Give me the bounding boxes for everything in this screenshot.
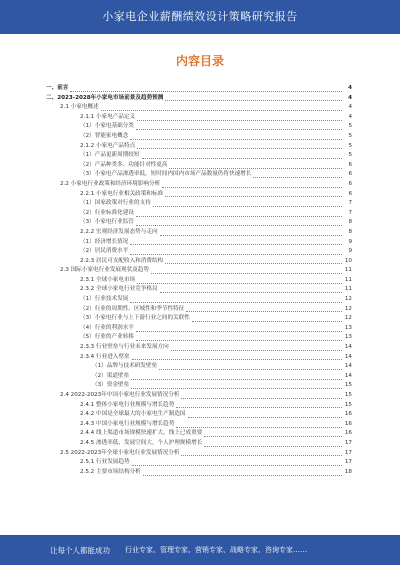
toc-entry-title: （2）居民消费水平 bbox=[80, 248, 129, 255]
toc-entry[interactable] bbox=[40, 391, 352, 401]
toc-entry[interactable] bbox=[40, 190, 352, 200]
toc-entry-title: 二、2023-2028年小家电市场前景及趋势预测 bbox=[46, 94, 164, 101]
toc-entry-title: 2.2.2 宏观经济发展态势与走向 bbox=[80, 228, 158, 235]
toc-leader-dots bbox=[253, 172, 342, 178]
toc-entry[interactable] bbox=[40, 305, 352, 315]
toc-entry[interactable] bbox=[40, 247, 352, 257]
toc-entry[interactable] bbox=[40, 429, 352, 439]
toc-page-number: 7 bbox=[348, 209, 352, 216]
toc-leader-dots bbox=[136, 335, 342, 341]
toc-leader-dots bbox=[160, 287, 342, 293]
toc-entry-title: 一、前言 bbox=[46, 85, 69, 91]
toc-page-number: 18 bbox=[344, 468, 352, 475]
toc-entry-title: 2.4.1 整体小家电行业规模与增长趋势 bbox=[80, 401, 175, 408]
toc-entry[interactable] bbox=[40, 161, 352, 171]
toc-leader-dots bbox=[137, 115, 342, 121]
toc-page-number: 11 bbox=[344, 276, 352, 283]
toc-page-number: 4 bbox=[348, 113, 352, 120]
toc-entry-title: （3）小家电行业与上下游行业之间的关联性 bbox=[80, 315, 190, 322]
toc-entry-title: （3）资金壁垒 bbox=[92, 382, 130, 389]
toc-page-number: 6 bbox=[348, 161, 352, 168]
toc-leader-dots bbox=[165, 258, 342, 264]
toc-entry-title: （2）智能家电概念 bbox=[80, 132, 129, 139]
toc-leader-dots bbox=[130, 297, 342, 303]
toc-page-number: 13 bbox=[344, 324, 352, 331]
toc-heading: 内容目录 bbox=[175, 54, 224, 68]
toc-page-number: 6 bbox=[348, 190, 352, 197]
toc-leader-dots bbox=[131, 374, 342, 380]
toc-entry[interactable] bbox=[40, 401, 352, 411]
toc-leader-dots bbox=[101, 105, 342, 111]
toc-entry-title: 2.3.2 全球小家电行业竞争格局 bbox=[80, 286, 158, 293]
toc-page-number: 12 bbox=[344, 315, 352, 322]
toc-page-number: 8 bbox=[348, 219, 352, 226]
toc-leader-dots bbox=[160, 230, 342, 236]
toc-page-number: 5 bbox=[348, 152, 352, 159]
toc-page-number: 4 bbox=[348, 94, 352, 101]
toc-entry-title: 2.4.4 线上渠道市场规模快速扩大，线上已成重要 bbox=[80, 430, 203, 437]
toc-page-number: 11 bbox=[344, 267, 352, 274]
toc-page-number: 8 bbox=[348, 228, 352, 235]
toc-leader-dots bbox=[130, 134, 342, 140]
toc-entry[interactable] bbox=[40, 276, 352, 286]
toc-entry[interactable] bbox=[40, 122, 352, 132]
toc-entry[interactable] bbox=[40, 266, 352, 276]
toc-leader-dots bbox=[186, 306, 342, 312]
toc-page-number: 5 bbox=[348, 142, 352, 149]
toc-entry[interactable] bbox=[40, 458, 352, 468]
toc-entry[interactable] bbox=[40, 353, 352, 363]
toc-page-number: 15 bbox=[344, 382, 352, 389]
toc-entry-title: （1）品牌与技术研发壁垒 bbox=[92, 363, 158, 370]
toc-entry[interactable] bbox=[40, 142, 352, 152]
toc-entry[interactable] bbox=[40, 372, 352, 382]
toc-entry-title: 2.1.2 小家电产品特点 bbox=[80, 142, 136, 149]
toc-entry[interactable] bbox=[40, 228, 352, 238]
toc-page-number: 17 bbox=[344, 459, 352, 466]
toc-leader-dots bbox=[188, 412, 342, 418]
toc-page-number: 11 bbox=[344, 286, 352, 293]
toc-page-number: 15 bbox=[344, 392, 352, 398]
toc-entry-title: 2.2.1 小家电行业相关政策和标准 bbox=[80, 190, 164, 197]
toc-leader-dots bbox=[181, 393, 342, 399]
toc-page-number: 14 bbox=[344, 372, 352, 379]
toc-entry[interactable] bbox=[40, 94, 352, 104]
toc-entry[interactable] bbox=[40, 218, 352, 228]
toc-entry-title: 2.4.2 中国是全球最大的小家电生产制造国 bbox=[80, 411, 186, 418]
toc-leader-dots bbox=[204, 431, 342, 437]
toc-entry[interactable] bbox=[40, 199, 352, 209]
toc-entry-title: （2）渠道壁垒 bbox=[92, 372, 130, 379]
toc-leader-dots bbox=[165, 95, 342, 101]
toc-page-number: 14 bbox=[344, 353, 352, 360]
toc-leader-dots bbox=[136, 211, 342, 217]
toc-leader-dots bbox=[162, 182, 342, 188]
toc-page-number: 17 bbox=[344, 449, 352, 456]
toc-entry[interactable] bbox=[40, 180, 352, 190]
toc-entry[interactable] bbox=[40, 84, 352, 94]
toc-entry-title: （3）小家电行业监管 bbox=[80, 219, 134, 226]
toc-entry-title: （2）产品种类多、功能针对性更高 bbox=[80, 161, 168, 168]
toc-page-number: 12 bbox=[344, 305, 352, 312]
toc-entry-title: 2.2.3 居民可支配收入和消费结构 bbox=[80, 257, 164, 264]
toc-leader-dots bbox=[165, 191, 342, 197]
toc-entry-title: 2.1 小家电概述 bbox=[60, 104, 99, 111]
toc-entry[interactable] bbox=[40, 324, 352, 334]
toc-leader-dots bbox=[137, 143, 342, 149]
footer-slogan: 让每个人都能成功 bbox=[50, 546, 110, 555]
toc-leader-dots bbox=[70, 86, 342, 92]
toc-entry[interactable] bbox=[40, 410, 352, 420]
toc-page-number: 5 bbox=[348, 123, 352, 130]
toc-entry[interactable] bbox=[40, 295, 352, 305]
toc-leader-dots bbox=[132, 354, 342, 360]
toc-page-number: 10 bbox=[344, 257, 352, 264]
toc-entry[interactable] bbox=[40, 257, 352, 267]
toc-entry[interactable] bbox=[40, 132, 352, 142]
report-title: 小家电企业薪酬绩效设计策略研究报告 bbox=[102, 10, 298, 23]
toc-leader-dots bbox=[142, 153, 343, 159]
toc-entry-title: 2.4.3 中国小家电行业规模与增长趋势 bbox=[80, 420, 175, 427]
toc-entry-title: 2.3.4 行业进入壁垒 bbox=[80, 353, 130, 360]
toc-entry[interactable] bbox=[40, 314, 352, 324]
toc-entry-title: 2.2 小家电行业政策和经济环境影响分析 bbox=[60, 180, 161, 187]
toc-leader-dots bbox=[176, 402, 342, 408]
toc-leader-dots bbox=[137, 278, 342, 284]
toc-page-number: 14 bbox=[344, 344, 352, 351]
toc-page-number: 6 bbox=[348, 180, 352, 187]
toc-entry-title: （4）行业的利润水平 bbox=[80, 324, 134, 331]
toc-entry-title: 2.1.1 小家电产品定义 bbox=[80, 113, 136, 120]
toc-page-number: 4 bbox=[348, 104, 352, 111]
toc-entry-title: 2.4 2022-2023年中国小家电行业发展情况分析 bbox=[60, 392, 180, 398]
toc-page-number: 13 bbox=[344, 334, 352, 341]
toc-entry-title: （1）产品更新周期较短 bbox=[80, 152, 140, 159]
toc-leader-dots bbox=[159, 364, 342, 370]
toc-entry-title: （1）行业技术发展 bbox=[80, 296, 129, 303]
toc-page-number: 16 bbox=[344, 411, 352, 418]
toc-page-number: 15 bbox=[344, 401, 352, 408]
toc-entry-title: 2.3.1 全球小家电市场 bbox=[80, 276, 136, 283]
toc-entry[interactable] bbox=[40, 449, 352, 459]
toc-entry-title: 2.4.5 渗透率低，发展空间大，个人护理规模增长 bbox=[80, 439, 203, 446]
toc-leader-dots bbox=[143, 470, 342, 476]
toc-entry[interactable] bbox=[40, 439, 352, 449]
toc-entry[interactable] bbox=[40, 285, 352, 295]
toc-entry-title: （2）行业标准化建设 bbox=[80, 209, 134, 216]
toc-entry-title: 2.5.1 行业发展趋势 bbox=[80, 459, 130, 466]
table-of-contents bbox=[40, 84, 352, 477]
toc-leader-dots bbox=[136, 326, 342, 332]
footer-experts: 行业专家、管理专家、营销专家、战略专家、咨询专家…… bbox=[125, 546, 307, 554]
toc-leader-dots bbox=[181, 450, 342, 456]
toc-leader-dots bbox=[169, 163, 342, 169]
toc-entry-title: （5）行业的产业转移 bbox=[80, 334, 134, 341]
toc-entry[interactable] bbox=[40, 209, 352, 219]
toc-entry-title: 2.3 国际小家电行业发展现状及趋势 bbox=[60, 267, 149, 274]
toc-leader-dots bbox=[131, 383, 342, 389]
toc-page-number: 4 bbox=[348, 85, 352, 91]
toc-entry[interactable] bbox=[40, 381, 352, 391]
toc-entry-title: 2.3.3 行业壁垒与行业未来发展方向 bbox=[80, 344, 169, 351]
toc-entry[interactable] bbox=[40, 170, 352, 180]
toc-entry[interactable] bbox=[40, 103, 352, 113]
toc-entry[interactable] bbox=[40, 113, 352, 123]
toc-leader-dots bbox=[204, 441, 342, 447]
toc-leader-dots bbox=[192, 316, 342, 322]
toc-page-number: 9 bbox=[348, 248, 352, 255]
toc-page-number: 6 bbox=[348, 171, 352, 178]
toc-leader-dots bbox=[151, 268, 342, 274]
toc-entry-title: （1）经济增长情况 bbox=[80, 238, 129, 245]
toc-leader-dots bbox=[130, 249, 342, 255]
toc-leader-dots bbox=[171, 345, 342, 351]
report-header-bar bbox=[0, 0, 400, 34]
report-footer-bar bbox=[0, 535, 400, 565]
toc-entry-title: （2）行业的周期性、区域性和季节性特征 bbox=[80, 305, 185, 312]
toc-entry-title: （3）小家电产品渗透率低，短时间内国内市场产品数量仍将快速增长 bbox=[80, 171, 252, 178]
toc-leader-dots bbox=[176, 422, 342, 428]
toc-page-number: 7 bbox=[348, 200, 352, 207]
toc-entry[interactable] bbox=[40, 343, 352, 353]
toc-entry[interactable] bbox=[40, 420, 352, 430]
toc-entry-title: 2.5 2022-2023年全球小家电行业发展情况分析 bbox=[60, 449, 180, 456]
toc-leader-dots bbox=[130, 239, 342, 245]
toc-page-number: 16 bbox=[344, 430, 352, 437]
toc-leader-dots bbox=[132, 460, 342, 466]
toc-page-number: 12 bbox=[344, 296, 352, 303]
toc-leader-dots bbox=[153, 201, 342, 207]
toc-entry-title: （1）小家电基础分类 bbox=[80, 123, 134, 130]
toc-page-number: 9 bbox=[348, 238, 352, 245]
toc-entry[interactable] bbox=[40, 468, 352, 478]
toc-page-number: 17 bbox=[344, 439, 352, 446]
toc-page-number: 16 bbox=[344, 420, 352, 427]
toc-entry[interactable] bbox=[40, 238, 352, 248]
toc-entry[interactable] bbox=[40, 333, 352, 343]
toc-page-number: 5 bbox=[348, 132, 352, 139]
toc-entry[interactable] bbox=[40, 151, 352, 161]
toc-leader-dots bbox=[136, 124, 342, 130]
toc-entry[interactable] bbox=[40, 362, 352, 372]
toc-entry-title: 2.5.2 主要市场结构分析 bbox=[80, 468, 141, 475]
toc-leader-dots bbox=[136, 220, 342, 226]
toc-page-number: 14 bbox=[344, 363, 352, 370]
toc-entry-title: （1）国家政策对行业的支持 bbox=[80, 200, 151, 207]
